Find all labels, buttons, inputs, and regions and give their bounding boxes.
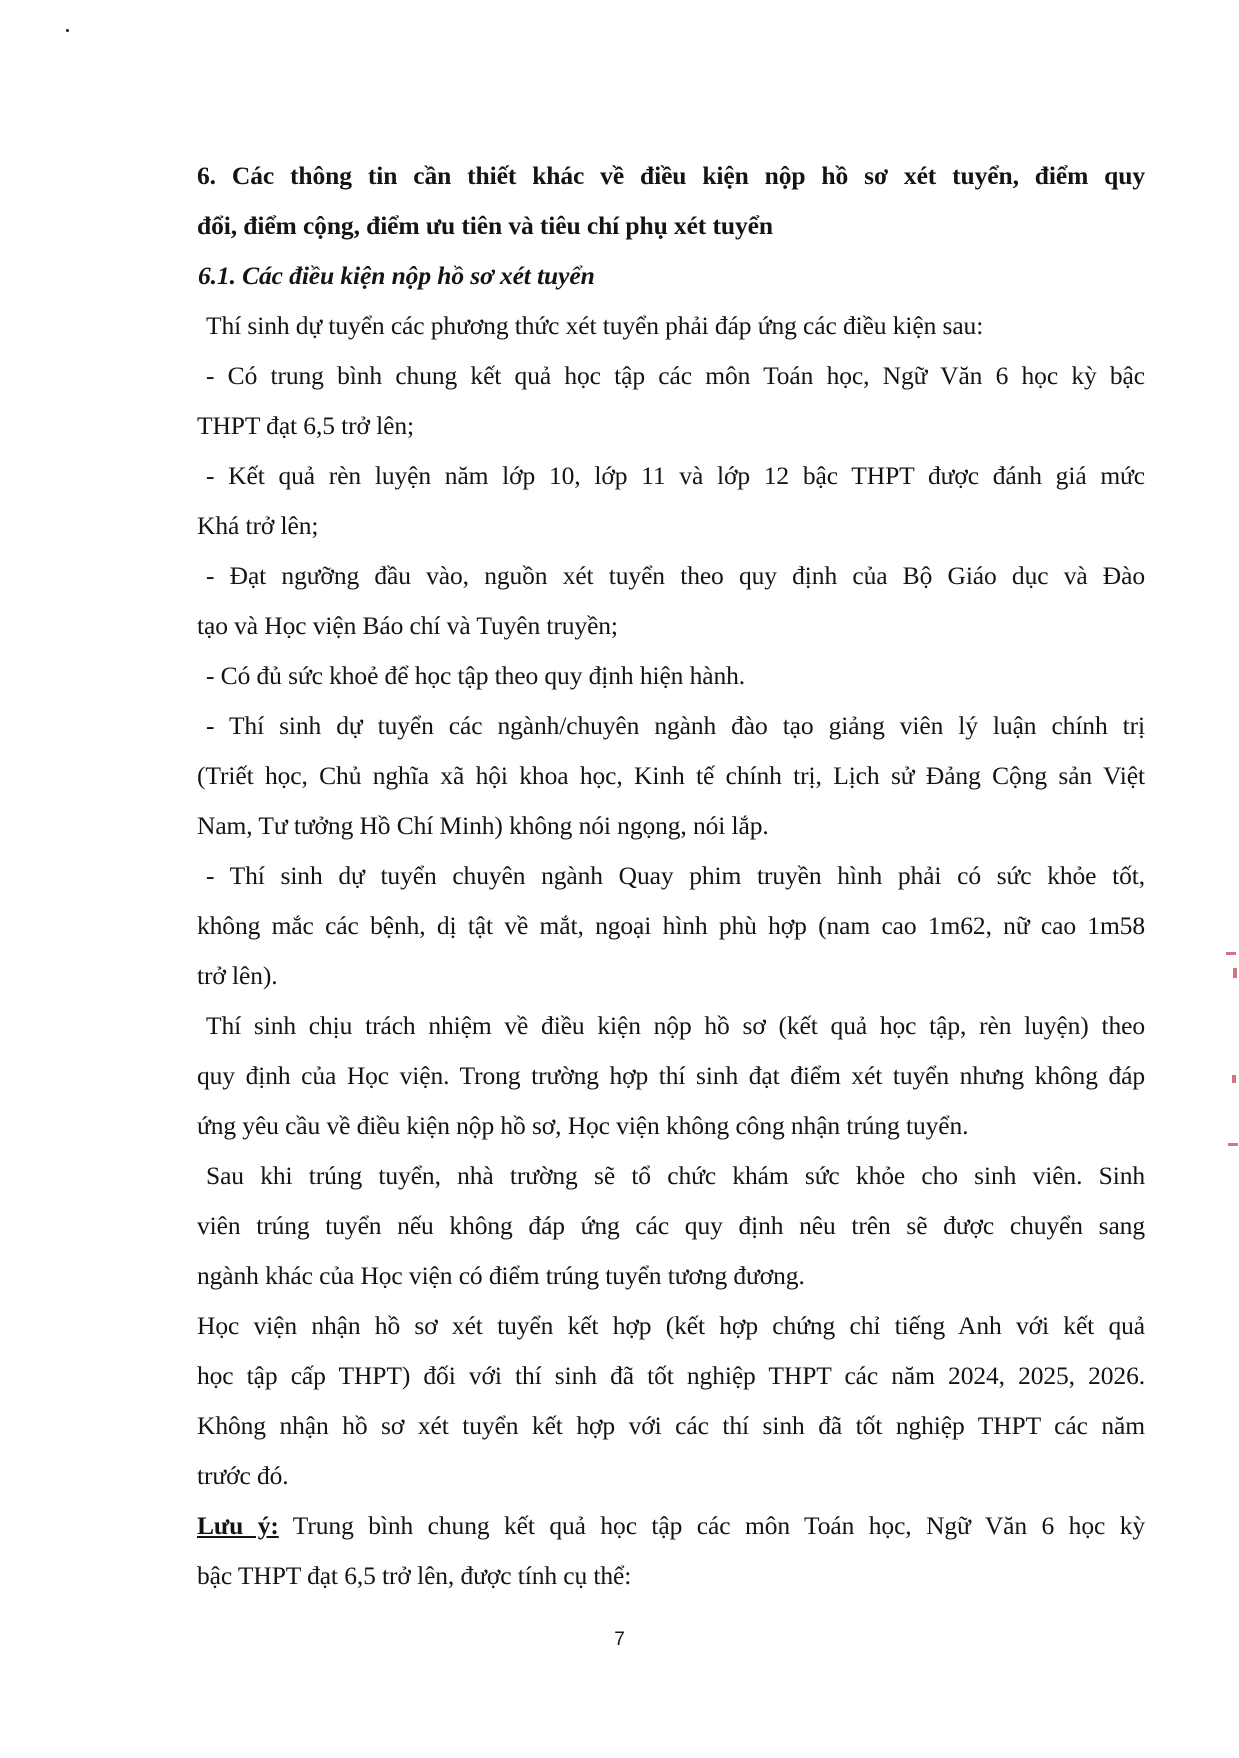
paragraph-line: - Thí sinh dự tuyển các ngành/chuyên ngành đào tạo giảng viên lý luận chính trị bbox=[206, 711, 1145, 740]
paragraph-line: quy định của Học viện. Trong trường hợp thí sinh đạt điểm xét tuyển nhưng không đáp bbox=[197, 1061, 1145, 1090]
paragraph-line: Sau khi trúng tuyển, nhà trường sẽ tổ chức khám sức khỏe cho sinh viên. Sinh bbox=[206, 1161, 1145, 1190]
paragraph-line: tạo và Học viện Báo chí và Tuyên truyền; bbox=[197, 611, 618, 640]
paragraph-line: học tập cấp THPT) đối với thí sinh đã tốt nghiệp THPT các năm 2024, 2025, 2026. bbox=[197, 1361, 1145, 1390]
paragraph-line: Không nhận hồ sơ xét tuyển kết hợp với các thí sinh đã tốt nghiệp THPT các năm bbox=[197, 1411, 1145, 1440]
paragraph-line: Khá trở lên; bbox=[197, 511, 319, 540]
paragraph-line: ứng yêu cầu về điều kiện nộp hồ sơ, Học viện không công nhận trúng tuyển. bbox=[197, 1111, 969, 1140]
paragraph-line: Thí sinh chịu trách nhiệm về điều kiện nộp hồ sơ (kết quả học tập, rèn luyện) theo bbox=[206, 1011, 1145, 1040]
note-line-1 bbox=[197, 1501, 1145, 1551]
scan-edge-mark bbox=[1233, 968, 1237, 978]
scan-edge-mark bbox=[1232, 1075, 1236, 1083]
paragraph-line: - Có trung bình chung kết quả học tập các môn Toán học, Ngữ Văn 6 học kỳ bậc bbox=[206, 361, 1145, 390]
paragraph-line: - Đạt ngưỡng đầu vào, nguồn xét tuyển theo quy định của Bộ Giáo dục và Đào bbox=[206, 561, 1145, 590]
paragraph-line: trước đó. bbox=[197, 1461, 289, 1490]
page-number: 7 bbox=[614, 1629, 625, 1650]
paragraph-line: Học viện nhận hồ sơ xét tuyển kết hợp (kết hợp chứng chỉ tiếng Anh với kết quả bbox=[197, 1311, 1145, 1340]
paragraph-line: THPT đạt 6,5 trở lên; bbox=[197, 411, 415, 440]
paragraph-line: Nam, Tư tưởng Hồ Chí Minh) không nói ngọng, nói lắp. bbox=[197, 811, 769, 840]
section-heading-line-2: đổi, điểm cộng, điểm ưu tiên và tiêu chí phụ xét tuyển bbox=[197, 211, 773, 240]
paragraph-line: - Có đủ sức khoẻ để học tập theo quy định hiện hành. bbox=[206, 661, 746, 690]
section-heading-line-1: 6. Các thông tin cần thiết khác về điều kiện nộp hồ sơ xét tuyển, điểm quy bbox=[197, 161, 1145, 190]
scan-speck bbox=[66, 29, 69, 32]
subsection-heading: 6.1. Các điều kiện nộp hồ sơ xét tuyển bbox=[198, 261, 595, 290]
paragraph-line: - Kết quả rèn luyện năm lớp 10, lớp 11 và lớp 12 bậc THPT được đánh giá mức bbox=[206, 461, 1145, 490]
note-label: Lưu ý: bbox=[197, 1511, 279, 1540]
note-text: Trung bình chung kết quả học tập các môn Toán học, Ngữ Văn 6 học kỳ bbox=[278, 1511, 1145, 1540]
paragraph-line: không mắc các bệnh, dị tật về mắt, ngoại hình phù hợp (nam cao 1m62, nữ cao 1m58 bbox=[197, 911, 1145, 940]
paragraph-line: ngành khác của Học viện có điểm trúng tuyển tương đương. bbox=[197, 1261, 805, 1290]
paragraph-line: (Triết học, Chủ nghĩa xã hội khoa học, Kinh tế chính trị, Lịch sử Đảng Cộng sản Việt bbox=[197, 761, 1145, 790]
scan-edge-mark bbox=[1228, 1143, 1238, 1146]
scan-edge-mark bbox=[1226, 952, 1236, 955]
paragraph-line: - Thí sinh dự tuyển chuyên ngành Quay phim truyền hình phải có sức khỏe tốt, bbox=[206, 861, 1145, 890]
document-body bbox=[197, 151, 1145, 1601]
note-line-2: bậc THPT đạt 6,5 trở lên, được tính cụ thể: bbox=[197, 1561, 632, 1590]
paragraph-line: viên trúng tuyển nếu không đáp ứng các quy định nêu trên sẽ được chuyển sang bbox=[197, 1211, 1145, 1240]
paragraph-line: trở lên). bbox=[197, 961, 278, 990]
paragraph-line: Thí sinh dự tuyển các phương thức xét tuyển phải đáp ứng các điều kiện sau: bbox=[206, 311, 984, 340]
